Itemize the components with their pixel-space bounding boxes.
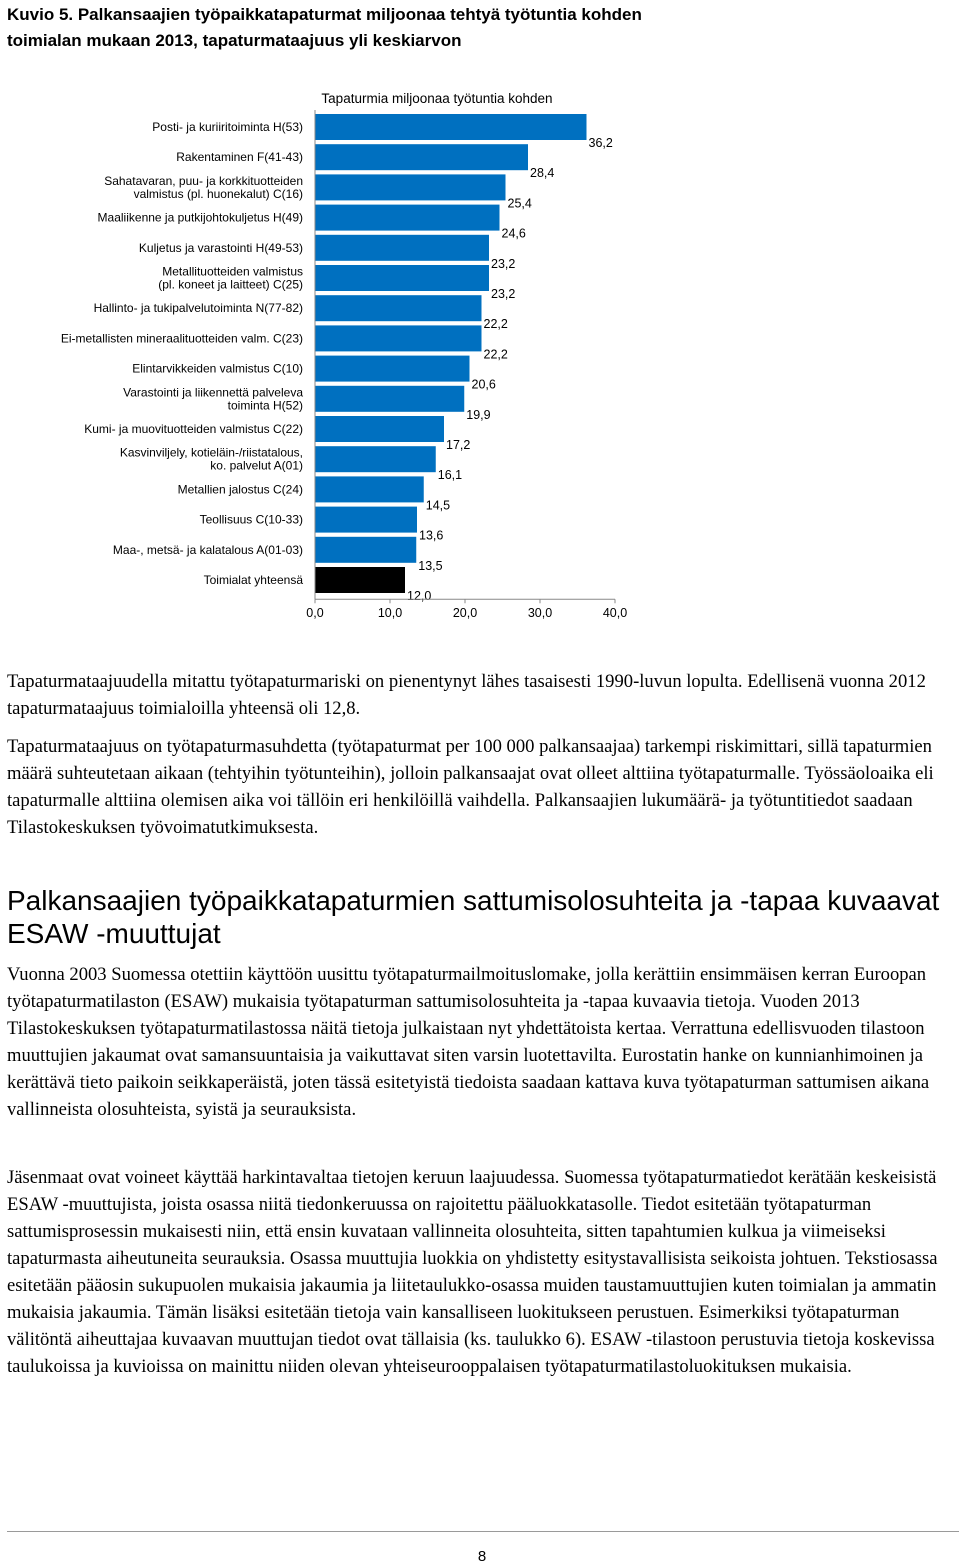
category-label-8: Elintarvikkeiden valmistus C(10) <box>132 361 303 376</box>
value-label-7: 22,2 <box>483 347 508 362</box>
category-label-12: Metallien jalostus C(24) <box>177 482 303 497</box>
bar-4 <box>315 235 489 261</box>
bar-14 <box>315 537 416 563</box>
value-label-10: 17,2 <box>446 438 471 452</box>
category-label-1: Rakentaminen F(41-43) <box>176 150 303 165</box>
value-label-15: 12,0 <box>407 589 432 603</box>
bar-8 <box>315 356 470 382</box>
category-label-13: Teollisuus C(10-33) <box>199 512 303 527</box>
paragraph-esaw-introduction: Vuonna 2003 Suomessa otettiin käyttöön uusittu työtapaturmailmoituslomake, jolla kerättiin ensimmäisen kerran Euroopan työtapaturmatilaston (ESAW) mukaisia työtapaturman sattumisolosuhteita ja -tapaa kuvaavia tietoja. Vuoden 2013 Tilastokeskuksen työtapaturmatilastossa näitä tietoja julkaistaan nyt yhdettätoista kertaa. Verrattuna edellisvuoden tilastoon muuttujien jakaumat ovat samansuuntaisia ja vaikuttavat siten varsin luotettavilta. Eurostatin hanke on kunnianhimoinen ja kerättävä tieto paikoin seikkaperäistä, joten tässä esitetyistä tiedoista saadaan kattava kuva työtapaturman sattumisen aikana vallinneista olosuhteista, syistä ja seurauksista. <box>7 964 930 1120</box>
bar-10 <box>315 416 444 442</box>
x-tick-label-2: 20,0 <box>452 606 478 621</box>
bar-9 <box>315 386 464 412</box>
x-tick-label-4: 40,0 <box>602 606 628 621</box>
bar-2 <box>315 174 506 200</box>
category-label-2: Sahatavaran, puu- ja korkkituotteiden valmistus (pl. huonekalut) C(16) <box>104 173 303 201</box>
value-label-13: 13,6 <box>419 528 444 543</box>
bar-chart <box>0 86 660 626</box>
value-label-8: 20,6 <box>471 377 496 392</box>
x-tick-label-0: 0,0 <box>306 606 324 621</box>
bar-3 <box>315 205 500 231</box>
category-label-3: Maaliikenne ja putkijohtokuljetus H(49) <box>97 210 303 225</box>
value-label-4: 23,2 <box>491 256 516 271</box>
value-label-3: 24,6 <box>501 226 526 241</box>
value-label-14: 13,5 <box>418 558 443 573</box>
value-label-11: 16,1 <box>437 468 463 483</box>
value-label-12: 14,5 <box>425 498 451 513</box>
category-label-11: Kasvinviljely, kotieläin-/riistatalous, ko. palvelut A(01) <box>119 445 303 473</box>
value-label-6: 22,2 <box>483 317 508 332</box>
paragraph-esaw-scope: Jäsenmaat ovat voineet käyttää harkintavaltaa tietojen keruun laajuudessa. Suomessa työtapaturmatiedot kerätään keskeisistä ESAW -muuttujista, joista osassa niitä tiedonkeruussa on rajoitettu pääluokkatasolle. Tiedot esitetään työtapaturman sattumisprosessin mukaisesti niin, että ensin kuvataan vallinneita olosuhteita, sitten tapahtumien kulkua ja viimeiseksi tapaturmasta aiheutuneita seurauksia. Osassa muuttujia luokkia on yhdistetty esitystavallisista seikoista johtuen. Tekstiosassa esitetään pääosin sukupuolen mukaisia jakaumia ja liitetaulukko-osassa muiden taustamuuttujien kuten toimialan ja ammatin mukaisia jakaumia. Tämän lisäksi esitetään tietoja vain kansalliseen luokitukseen perustuen. Esimerkiksi työtapaturman välitöntä aiheuttajaa kuvaavan muuttujan tiedot ovat tällaisia (ks. taulukko 6). ESAW -tilastoon perustuvia tietoja koskevissa taulukoissa ja kuvioissa on mainittu niiden olevan yhteiseurooppalaisen työtapaturmatilastoluokituksen mukaisia. <box>7 1167 938 1377</box>
bar-7 <box>315 325 482 351</box>
bar-5 <box>315 265 489 291</box>
category-label-5: Metallituotteiden valmistus (pl. koneet ja laitteet) C(25) <box>158 264 303 292</box>
section-heading: Palkansaajien työpaikkatapaturmien sattumisolosuhteita ja -tapaa kuvaavat ESAW -muuttujat <box>7 885 940 949</box>
category-label-10: Kumi- ja muovituotteiden valmistus C(22) <box>84 422 303 436</box>
bar-15 <box>315 567 405 593</box>
bar-12 <box>315 476 424 502</box>
bar-6 <box>315 295 482 321</box>
category-label-6: Hallinto- ja tukipalvelutoiminta N(77-82) <box>93 301 303 316</box>
chart-title: Tapaturmia miljoonaa työtuntia kohden <box>321 91 553 106</box>
bar-0 <box>315 114 587 140</box>
value-label-9: 19,9 <box>466 407 491 422</box>
paragraph-accident-frequency-trend: Tapaturmataajuudella mitattu työtapaturmariski on pienentynyt lähes tasaisesti 1990-luvun lopulta. Edellisenä vuonna 2012 tapaturmataajuus toimialoilla yhteensä oli 12,8. <box>7 671 926 719</box>
value-label-5: 23,2 <box>491 287 516 301</box>
paragraph-frequency-definition: Tapaturmataajuus on työtapaturmasuhdetta (työtapaturmat per 100 000 palkansaajaa) tarkempi riskimittari, sillä tapaturmien määrä suhteutetaan aikaan (tehtyihin työtunteihin), jolloin palkansaajat ovat olleet alttiina työtapaturmalle. Työssäoloaika eli tapaturmalle alttiina olemisen aika voi tällöin eri henkilöillä vaihdella. Palkansaajien lukumäärä- ja työtuntitiedot saadaan Tilastokeskuksen työvoimatutkimuksesta. <box>7 736 934 838</box>
category-label-4: Kuljetus ja varastointi H(49-53) <box>138 240 303 255</box>
footer-divider <box>7 1531 959 1532</box>
bar-11 <box>315 446 436 472</box>
category-label-7: Ei-metallisten mineraalituotteiden valm. C(23) <box>60 331 303 346</box>
value-label-1: 28,4 <box>530 166 555 181</box>
page-number: 8 <box>477 1548 487 1565</box>
category-label-9: Varastointi ja liikennettä palveleva toiminta H(52) <box>123 385 303 413</box>
category-label-14: Maa-, metsä- ja kalatalous A(01-03) <box>112 542 303 557</box>
category-label-15: Toimialat yhteensä <box>203 573 303 587</box>
figure-caption: Kuvio 5. Palkansaajien työpaikkatapaturmat miljoonaa tehtyä työtuntia kohden toimialan mukaan 2013, tapaturmataajuus yli keskiarvon <box>7 5 642 50</box>
value-label-0: 36,2 <box>588 136 613 150</box>
category-label-0: Posti- ja kuriiritoiminta H(53) <box>152 120 303 134</box>
bar-13 <box>315 507 417 533</box>
x-tick-label-1: 10,0 <box>377 606 403 621</box>
bar-1 <box>315 144 528 170</box>
value-label-2: 25,4 <box>507 196 532 211</box>
x-tick-label-3: 30,0 <box>527 606 553 621</box>
